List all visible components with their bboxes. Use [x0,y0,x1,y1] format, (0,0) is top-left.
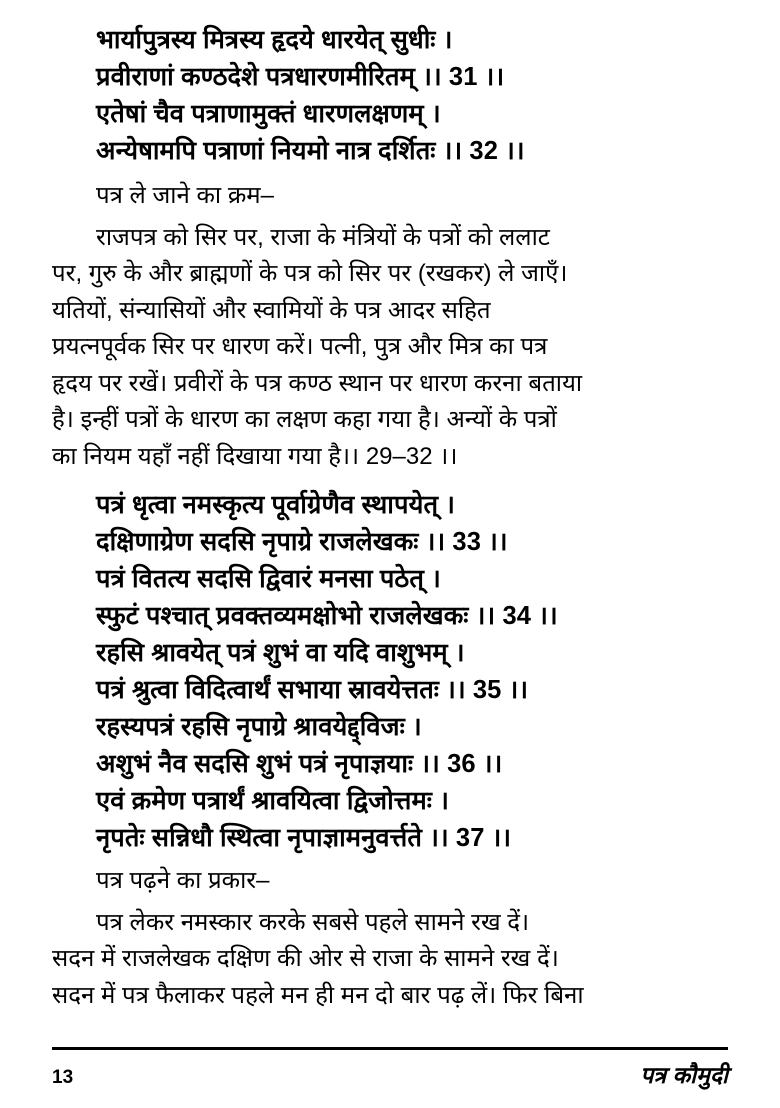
verse-line: स्फुटं पश्चात् प्रवक्तव्यमक्षोभो राजलेखकः ।। 34 ।। [96,602,558,631]
verse-line: पत्रं वितत्य सदसि द्विवारं मनसा पठेत् । [96,565,441,594]
footer-divider [52,1047,728,1050]
verse-line: पत्रं धृत्वा नमस्कृत्य पूर्वाग्रेणैव स्थापयेत् । [96,491,456,520]
verse-line: एतेषां चैव पत्राणामुक्तं धारणलक्षणम् । [96,99,441,128]
page-footer [52,1047,728,1090]
verse-block-31-32 [52,22,728,170]
verse-block-33-37 [52,487,728,857]
prose-line: है। इन्हीं पत्रों के धारण का लक्षण कहा गया है। अन्यों के पत्रों [52,406,557,434]
verse-line: अन्येषामपि पत्राणां नियमो नात्र दर्शितः ।। 32 ।। [96,136,525,165]
verse-line: अशुभं नैव सदसि शुभं पत्रं नृपाज्ञयाः ।। 36 ।। [96,749,503,778]
verse-line: नृपतेः सन्निधौ स्थित्वा नृपाज्ञामनुवर्त्तते ।। 37 ।। [96,823,512,852]
book-title: पत्र कौमुदी [640,1062,728,1088]
verse-line: पत्रं श्रुत्वा विदित्वार्थं सभाया स्रावयेत्ततः ।। 35 ।। [96,676,529,704]
prose-line: हृदय पर रखें। प्रवीरों के पत्र कण्ठ स्थान पर धारण करना बताया [52,369,583,397]
prose-block-translation-2 [52,905,728,1014]
prose-line: सदन में पत्र फैलाकर पहले मन ही मन दो बार पढ़ लें। फिर बिना [52,981,584,1009]
prose-line: सदन में राजलेखक दक्षिण की ओर से राजा के सामने रख दें। [52,945,559,973]
prose-line: राजपत्र को सिर पर, राजा के मंत्रियों के पत्रों को ललाट [96,223,550,251]
page-content [52,22,728,1014]
verse-line: रहसि श्रावयेत् पत्रं शुभं वा यदि वाशुभम् । [96,639,465,668]
section-heading-patra-padhne-ka-prakar: पत्र पढ़ने का प्रकार– [96,866,270,894]
page-number: 13 [52,1067,74,1088]
prose-line: पर, गुरु के और ब्राह्मणों के पत्र को सिर पर (रखकर) ले जाएँ। [52,260,568,288]
prose-line: पत्र लेकर नमस्कार करके सबसे पहले सामने रख दें। [96,908,530,936]
spacer [52,475,728,487]
footer-row [52,1058,728,1090]
verse-line: रहस्यपत्रं रहसि नृपाग्रे श्रावयेद्द्विजः । [96,712,422,741]
verse-line: दक्षिणाग्रेण सदसि नृपाग्रे राजलेखकः ।। 33 ।। [96,528,508,557]
verse-line: भार्यापुत्रस्य मित्रस्य हृदये धारयेत् सुधीः । [96,26,453,54]
prose-block-translation-1 [52,220,728,475]
section-heading-patra-le-jane-ka-kram: पत्र ले जाने का क्रम– [96,181,274,209]
prose-line: का नियम यहाँ नहीं दिखाया गया है।। 29–32 ।। [52,442,458,470]
prose-line: यतियों, संन्यासियों और स्वामियों के पत्र आदर सहित [52,296,491,324]
verse-line: एवं क्रमेण पत्रार्थं श्रावयित्वा द्विजोत्तमः । [96,786,449,815]
verse-line: प्रवीराणां कण्ठदेशे पत्रधारणमीरितम् ।। 31 ।। [96,62,505,91]
prose-line: प्रयत्नपूर्वक सिर पर धारण करें। पत्नी, पुत्र और मित्र का पत्र [52,333,548,361]
